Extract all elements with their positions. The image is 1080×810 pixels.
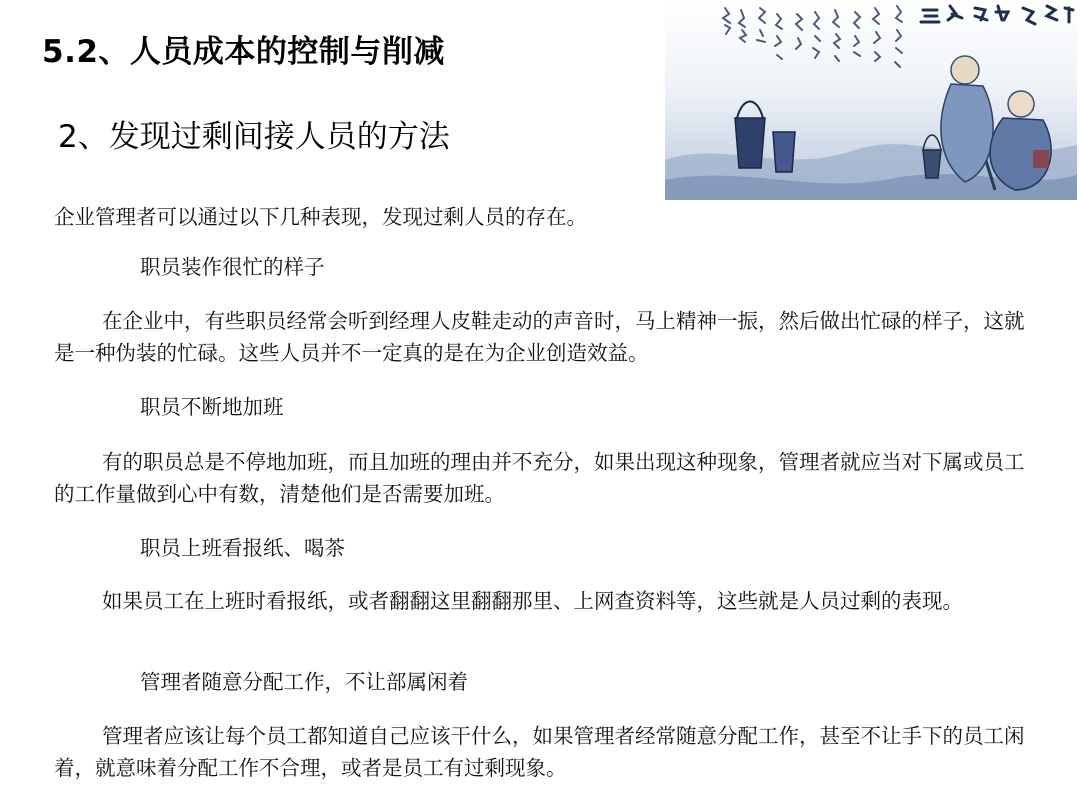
section-heading: 职员不断地加班: [140, 395, 284, 419]
slide-subtitle: 2、发现过剩间接人员的方法: [58, 119, 450, 155]
intro-text: 企业管理者可以通过以下几种表现，发现过剩人员的存在。: [54, 205, 587, 229]
slide-title: 5.2、人员成本的控制与削减: [42, 34, 445, 70]
ink-painting-image: [665, 0, 1077, 200]
section-heading: 职员装作很忙的样子: [140, 255, 325, 279]
section-body: 如果员工在上班时看报纸，或者翻翻这里翻翻那里、上网查资料等，这些就是人员过剩的表现。: [102, 589, 963, 613]
section-heading: 职员上班看报纸、喝茶: [140, 536, 345, 560]
section-body: 管理者应该让每个员工都知道自己应该干什么，如果管理者经常随意分配工作，甚至不让手下的员工闲着，就意味着分配工作不合理，或者是员工有过剩现象。: [54, 724, 1025, 780]
section-body: 在企业中，有些职员经常会听到经理人皮鞋走动的声音时，马上精神一振，然后做出忙碌的样子，这就是一种伪装的忙碌。这些人员并不一定真的是在为企业创造效益。: [54, 309, 1025, 365]
section-heading: 管理者随意分配工作，不让部属闲着: [140, 670, 468, 694]
section-body: 有的职员总是不停地加班，而且加班的理由并不充分，如果出现这种现象，管理者就应当对下属或员工的工作量做到心中有数，清楚他们是否需要加班。: [54, 450, 1025, 506]
